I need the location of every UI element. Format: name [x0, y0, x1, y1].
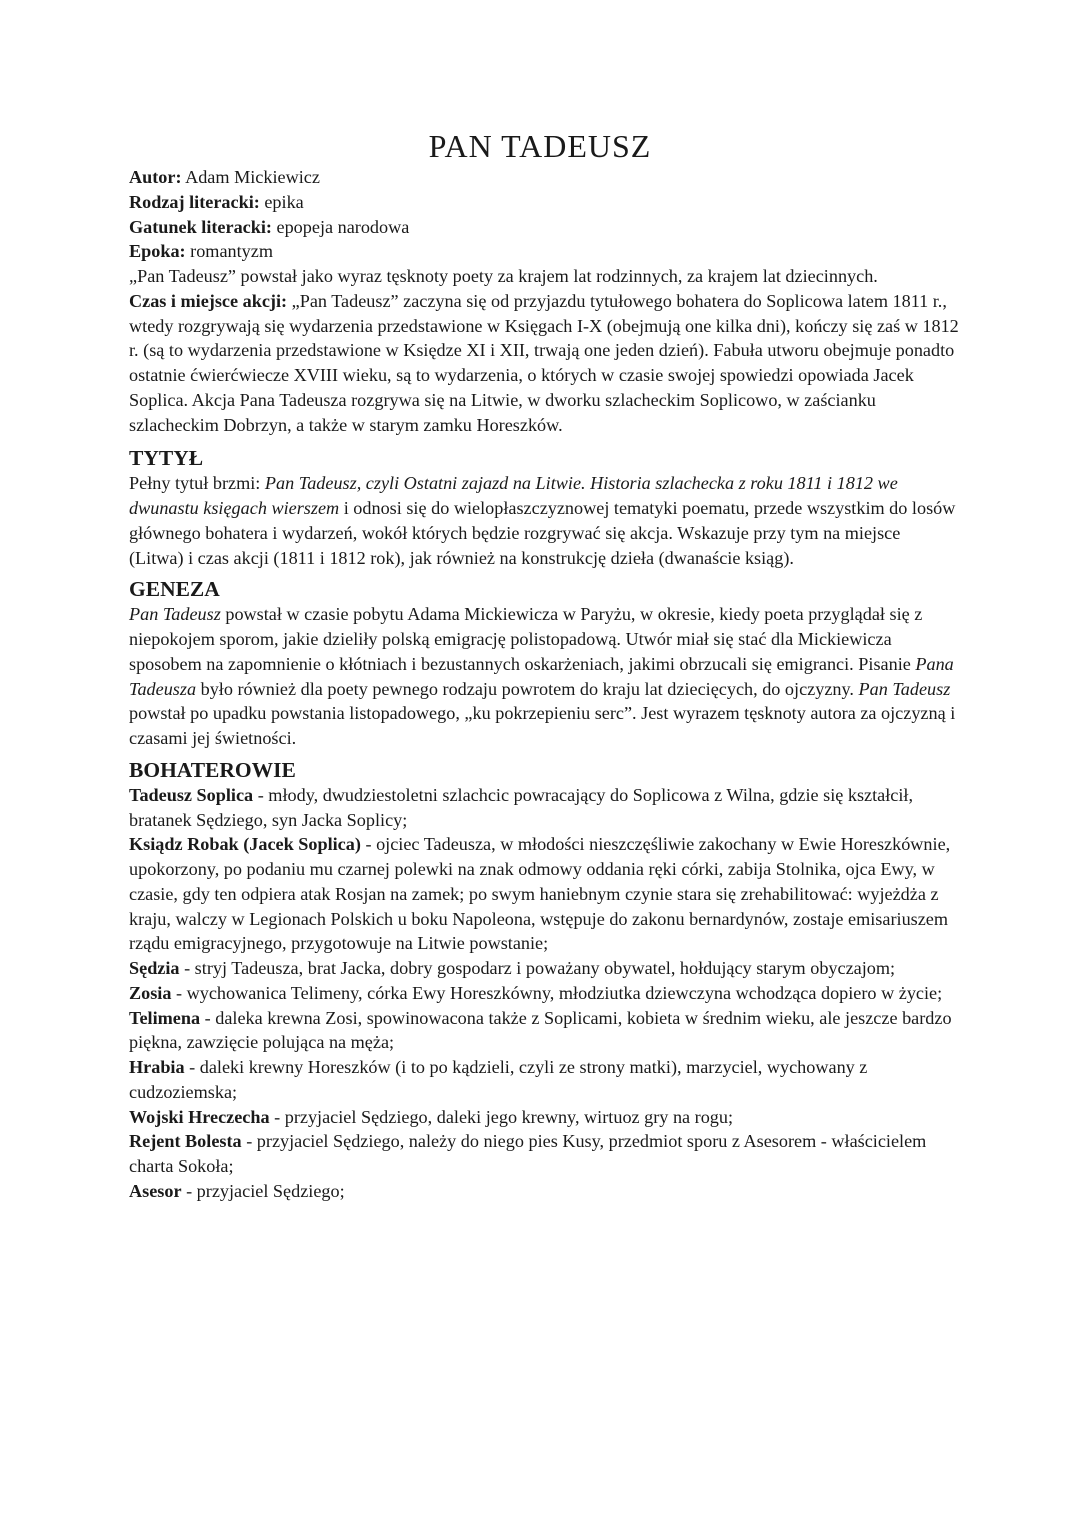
time-place-text: „Pan Tadeusz” zaczyna się od przyjazdu tytułowego bohatera do Soplicowa latem 1811 r., wtedy rozgrywają się wydarzenia przedstawione w Księgach I-X (obejmują one kilka dni), kończy się zaś w 1812 r. (są to wydarzenia przedstawione w Księdze XI i XII, trwają one jeden dzień). Fabuła utworu obejmuje ponadto ostatnie ćwierćwiecze XVIII wieku, są to wydarzenia, o których w czasie swojej spowiedzi opowiada Jacek Soplica. Akcja Pana Tadeusza rozgrywa się na Litwie, w dworku szlacheckim Soplicowo, w zaścianku szlacheckim Dobrzyn, a także w starym zamku Horeszków.: [129, 290, 959, 435]
author-line: [129, 165, 959, 190]
epoch-label: Epoka:: [129, 241, 186, 262]
geneza-text-3: powstał po upadku powstania listopadowego, „ku pokrzepieniu serc”. Jest wyrazem tęsknoty autora za ojczyzną i czasami jej świetności.: [129, 703, 956, 748]
character-entry: [129, 1055, 959, 1105]
character-entry: [129, 981, 959, 1006]
geneza-italic-2: Pana Tadeusza: [129, 653, 954, 699]
section-heading-tytul: TYTYŁ: [129, 446, 204, 471]
character-name: Tadeusz Soplica: [129, 784, 254, 805]
intro-paragraph: „Pan Tadeusz” powstał jako wyraz tęsknoty poety za krajem lat rodzinnych, za krajem lat dziecinnych.: [129, 266, 878, 286]
character-name: Ksiądz Robak (Jacek Soplica): [129, 834, 361, 855]
character-name: Asesor: [129, 1180, 182, 1201]
geneza-italic-3: Pan Tadeusz: [858, 678, 951, 699]
time-place-label: Czas i miejsce akcji:: [129, 290, 288, 311]
genre-line: [129, 215, 959, 240]
genre-value: epopeja narodowa: [271, 216, 410, 237]
kind-line: [129, 190, 959, 215]
character-description: - ojciec Tadeusza, w młodości nieszczęśliwie zakochany w Ewie Horeszkównie, upokorzony, po podaniu mu czarnej polewki na znak odmowy oddania ręki córki, zabija Stolnika, ojca Ewy, w czasie, gdy ten odpiera atak Rosjan na zamek; po swym haniebnym czynie stara się zrehabilitować: wyjeżdża z kraju, walczy w Legionach Polskich u boku Napoleona, wstępuje do zakonu bernardynów, zostaje emisariuszem rządu emigracyjnego, przygotowuje na Litwie powstanie;: [129, 834, 951, 954]
character-name: Rejent Bolesta: [129, 1131, 242, 1152]
geneza-paragraph: [129, 602, 959, 751]
character-description: - przyjaciel Sędziego, należy do niego pies Kusy, przedmiot sporu z Asesorem - właścicielem charta Sokoła;: [129, 1131, 927, 1176]
geneza-text-2: było również dla poety pewnego rodzaju powrotem do kraju lat dziecięcych, do ojczyzny.: [196, 678, 859, 699]
author-label: Autor:: [129, 167, 182, 187]
character-entry: [129, 956, 959, 981]
time-place-paragraph: [129, 289, 959, 438]
character-name: Zosia: [129, 982, 172, 1003]
character-description: - wychowanica Telimeny, córka Ewy Horeszkówny, młodziutka dziewczyna wchodząca dopiero w życie;: [171, 982, 943, 1003]
epoch-line: [129, 239, 959, 264]
tytul-text-1: Pełny tytuł brzmi:: [129, 473, 265, 494]
tytul-text-2: i odnosi się do wielopłaszczyznowej tematyki poematu, przede wszystkim do losów głównego bohatera i wydarzeń, wokół których będzie rozgrywać się akcja. Wskazuje przy tym na miejsce (Litwa) i czas akcji (1811 i 1812 rok), jak również na konstrukcję dzieła (dwanaście ksiąg).: [129, 498, 956, 568]
character-description: - daleka krewna Zosi, spowinowacona także z Soplicami, kobieta w średnim wieku, ale jeszcze bardzo piękna, zawzięcie polująca na męża;: [129, 1007, 952, 1053]
kind-value: epika: [259, 191, 304, 212]
tytul-paragraph: [129, 471, 959, 570]
character-entry: [129, 832, 959, 956]
character-name: Telimena: [129, 1007, 201, 1028]
page-title: PAN TADEUSZ: [428, 128, 652, 164]
character-entry: [129, 1006, 959, 1056]
section-heading-bohaterowie: BOHATEROWIE: [129, 757, 296, 782]
character-entry: [129, 783, 959, 833]
character-description: - młody, dwudziestoletni szlachcic powracający do Soplicowa z Wilna, gdzie się kształcił, bratanek Sędziego, syn Jacka Soplicy;: [129, 784, 914, 830]
character-name: Wojski Hreczecha: [129, 1106, 270, 1127]
kind-label: Rodzaj literacki:: [129, 191, 260, 212]
geneza-text-1: powstał w czasie pobytu Adama Mickiewicza w Paryżu, w okresie, kiedy poeta przyglądał się z niepokojem sporom, jakie dzieliły polską emigrację polistopadową. Utwór miał się stać dla Mickiewicza sposobem na zapomnienie o kłótniach i bezustannych oskarżeniach, jakimi obrzucali się emigranci. Pisanie: [129, 604, 923, 674]
character-description: - stryj Tadeusza, brat Jacka, dobry gospodarz i poważany obywatel, hołdujący starym obyczajom;: [179, 958, 896, 978]
character-description: - przyjaciel Sędziego;: [181, 1180, 345, 1201]
tytul-full-title: Pan Tadeusz, czyli Ostatni zajazd na Litwie. Historia szlachecka z roku 1811 i 1812 we dwunastu księgach wierszem: [129, 473, 898, 518]
character-description: - daleki krewny Horeszków (i to po kądzieli, czyli ze strony matki), marzyciel, wychowany z cudzoziemska;: [129, 1057, 868, 1102]
character-entry: [129, 1105, 959, 1130]
character-name: Hrabia: [129, 1057, 185, 1077]
document-content: [129, 165, 959, 1204]
epoch-value: romantyzm: [185, 241, 273, 262]
genre-label: Gatunek literacki:: [129, 216, 272, 237]
geneza-italic-1: Pan Tadeusz: [129, 604, 221, 625]
author-value: Adam Mickiewicz: [181, 167, 320, 187]
character-entry: [129, 1129, 959, 1179]
character-description: - przyjaciel Sędziego, daleki jego krewny, wirtuoz gry na rogu;: [269, 1106, 734, 1127]
character-name: Sędzia: [129, 958, 180, 978]
character-entry: [129, 1179, 959, 1204]
section-heading-geneza: GENEZA: [129, 577, 220, 602]
